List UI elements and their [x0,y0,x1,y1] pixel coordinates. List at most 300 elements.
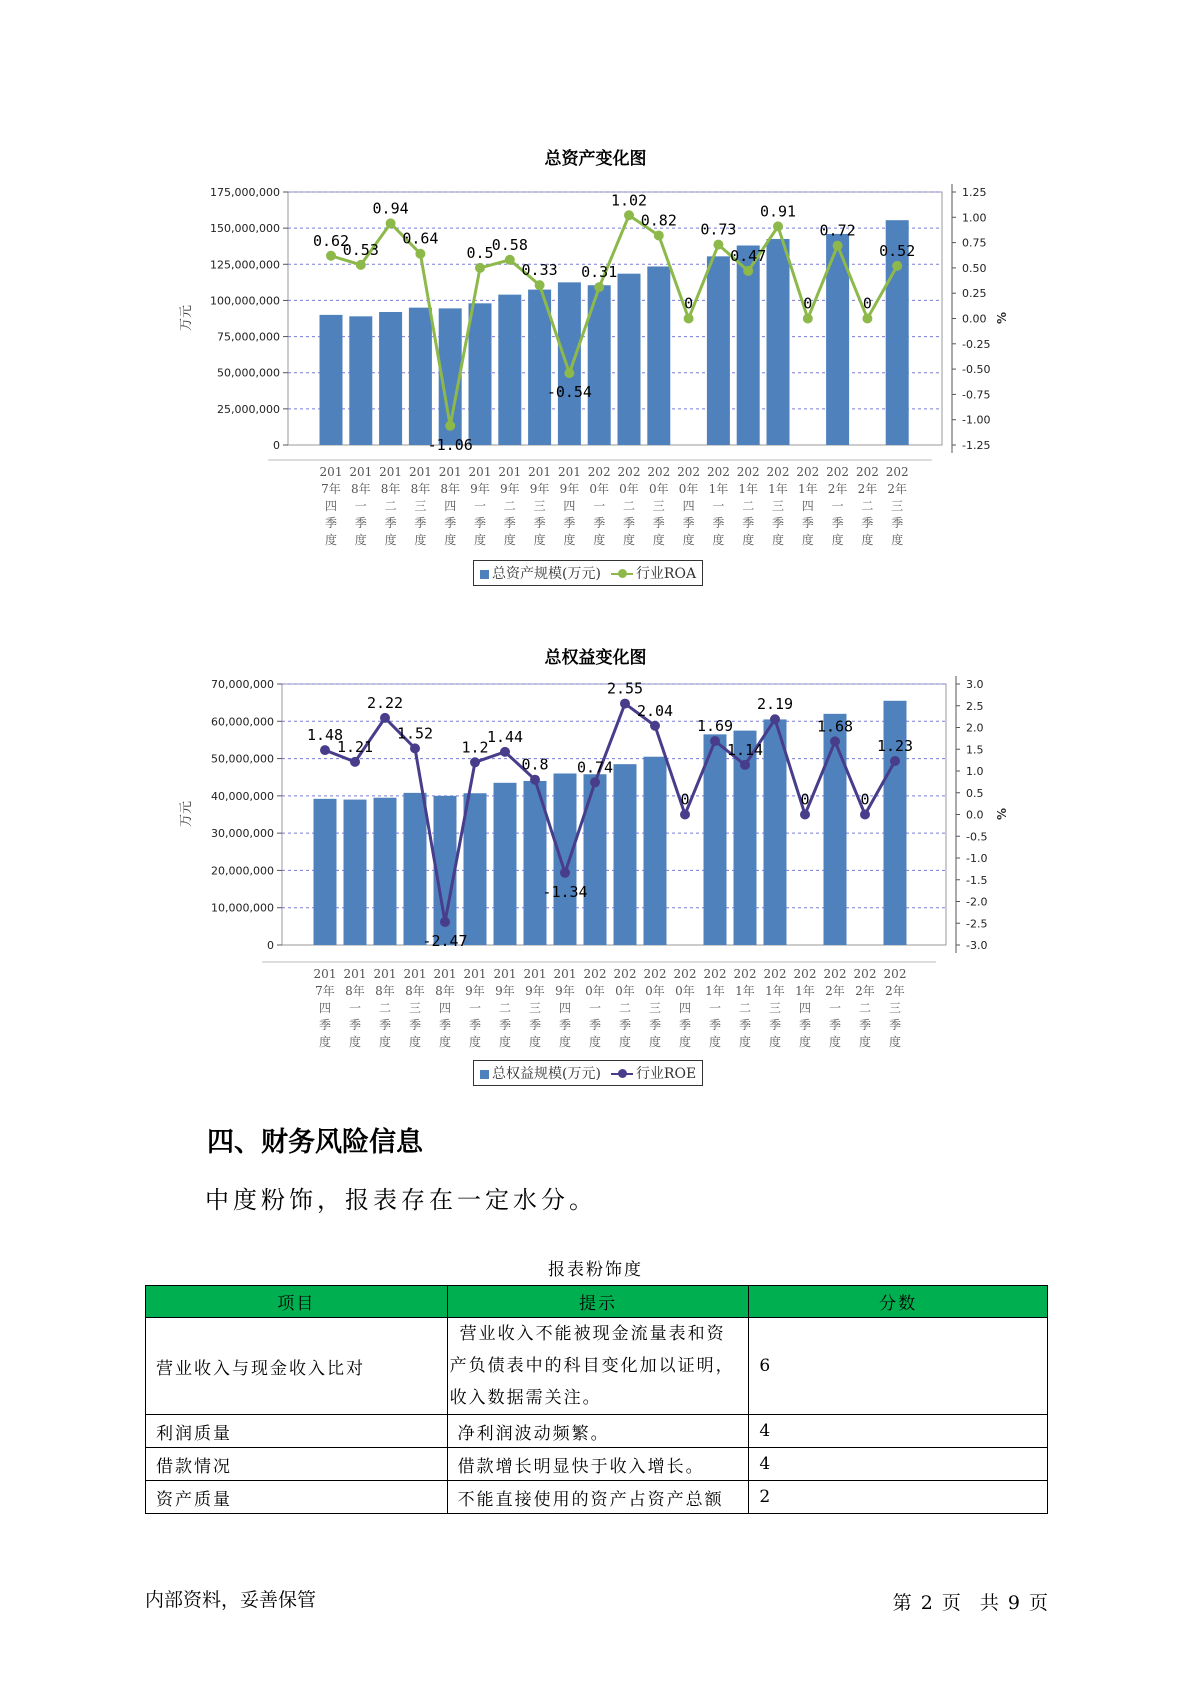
x-tick-label: 四 [558,1001,572,1015]
x-tick-label: 9年 [465,984,485,998]
x-tick-label: 季 [563,516,576,530]
x-tick-label: 202 [883,967,907,981]
row-hint: 借款增长明显快于收入增长。 [447,1448,749,1481]
x-tick-label: 度 [498,1035,512,1049]
x-tick-label: 度 [384,533,397,547]
data-point [862,314,872,324]
x-tick-label: 季 [414,516,427,530]
x-tick-label: 四 [798,1001,812,1015]
y-right-tick-label: 0.25 [962,287,987,301]
x-tick-label: 度 [324,533,338,547]
x-tick-label: 1年 [708,482,729,496]
x-tick-label: 度 [801,533,814,547]
x-tick-label: 7年 [315,984,335,998]
bar [314,799,337,945]
x-tick-label: 季 [438,1018,452,1032]
x-tick-label: 二 [738,1001,752,1015]
x-tick-label: 季 [498,1018,512,1032]
x-tick-label: 201 [379,465,403,479]
x-tick-label: 度 [533,533,546,547]
data-label: 0 [860,790,870,809]
x-tick-label: 季 [528,1018,542,1032]
data-point [320,745,330,755]
bar [644,757,667,945]
row-score: 4 [749,1415,1048,1448]
data-label: -1.34 [542,882,588,901]
row-hint: 不能直接使用的资产占资产总额 [447,1481,749,1514]
x-tick-label: 二 [503,499,516,513]
data-label: 0.94 [372,199,409,218]
x-tick-label: 度 [858,1035,872,1049]
data-point [356,260,366,270]
x-tick-label: 2年 [857,482,878,496]
y-left-axis-label: 万元 [179,304,194,332]
x-tick-label: 季 [831,516,844,530]
y-right-tick-label: 0.75 [962,236,987,250]
x-tick-label: 三 [771,499,785,513]
x-tick-label: 度 [468,1035,482,1049]
chart1-legend [473,560,703,586]
table-caption: 报表粉饰度 [548,1260,643,1280]
x-tick-label: 度 [473,533,487,547]
data-point [505,255,515,265]
x-tick-label: 1年 [797,482,818,496]
x-tick-label: 202 [583,967,607,981]
x-tick-label: 1年 [738,482,759,496]
x-tick-label: 一 [593,499,606,513]
total-equity-chart [0,672,1191,1072]
x-tick-label: 201 [433,967,457,981]
row-item: 借款情况 [146,1448,448,1481]
data-label: 0.5 [466,243,494,262]
x-tick-label: 三 [408,1001,422,1015]
x-tick-label: 季 [888,1018,902,1032]
x-tick-label: 季 [348,1018,362,1032]
data-point [654,231,664,241]
data-point [713,240,723,250]
data-point [380,713,390,723]
hint-line: 产负债表中的科目变化加以证明， [449,1356,735,1376]
x-tick-label: 度 [503,533,516,547]
x-tick-label: 季 [444,516,457,530]
x-tick-label: 度 [768,1035,782,1049]
x-tick-label: 四 [438,1001,452,1015]
data-point [475,263,485,273]
footer-confidential: 内部资料，妥善保管 [145,1589,317,1611]
x-tick-label: 202 [733,967,757,981]
x-tick-label: 一 [828,1001,842,1015]
data-point [743,266,753,276]
bar [344,800,367,945]
x-tick-label: 一 [708,1001,722,1015]
y-right-tick-label: -1.0 [966,852,988,865]
x-tick-label: 2年 [827,482,848,496]
bar [767,239,790,445]
x-tick-label: 201 [498,465,522,479]
bar [647,266,670,445]
data-point [890,756,900,766]
hint-line: 收入数据需关注。 [449,1388,602,1408]
x-tick-label: 202 [763,967,787,981]
data-point [833,241,843,251]
bar [469,303,492,445]
y-left-tick-label: 50,000,000 [211,752,274,766]
data-label: 0 [680,790,690,809]
x-tick-label: 度 [648,1035,662,1049]
chart2-title: 总权益变化图 [544,648,647,668]
y-right-tick-label: -0.75 [962,388,991,402]
data-label: 0.33 [521,261,558,280]
x-tick-label: 二 [622,499,636,513]
x-tick-label: 三 [648,1001,662,1015]
x-tick-label: 一 [473,499,487,513]
x-tick-label: 201 [319,465,343,479]
x-tick-label: 201 [373,967,397,981]
x-tick-label: 季 [678,1018,692,1032]
x-tick-label: 三 [414,499,427,513]
x-tick-label: 一 [354,499,367,513]
data-point [860,810,870,820]
bar [464,793,487,945]
x-tick-label: 三 [891,499,904,513]
data-point [590,777,600,787]
footer-page-number: 第 2 页 共 9 页 [892,1592,1048,1614]
data-label: 0.73 [700,220,737,239]
x-tick-label: 季 [861,516,874,530]
data-label: 0.52 [879,241,916,260]
data-point [470,757,480,767]
x-tick-label: 度 [438,1035,452,1049]
x-tick-label: 201 [438,465,462,479]
x-tick-label: 0年 [645,984,665,998]
x-tick-label: 8年 [345,984,365,998]
x-tick-label: 度 [348,1035,362,1049]
y-right-tick-label: -0.25 [962,337,991,351]
x-tick-label: 季 [622,516,636,530]
x-tick-label: 季 [384,516,397,530]
y-right-tick-label: 0.50 [962,261,987,275]
x-tick-label: 季 [503,516,516,530]
bar [349,316,372,445]
data-point [800,810,810,820]
whitewash-table [145,1285,1048,1514]
y-left-tick-label: 75,000,000 [217,330,280,344]
data-label: 0 [862,294,872,313]
bar [707,256,730,445]
x-tick-label: 季 [378,1018,392,1032]
x-tick-label: 202 [766,465,790,479]
y-right-tick-label: -1.5 [966,873,988,887]
y-right-tick-label: 2.5 [966,699,984,713]
data-point [445,421,455,431]
data-label: 0 [803,294,813,313]
x-tick-label: 8年 [380,482,401,496]
y-right-tick-label: 0.5 [966,786,984,800]
y-right-tick-label: 1.5 [966,743,984,757]
x-tick-label: 二 [384,499,397,513]
x-tick-label: 度 [318,1035,332,1049]
x-tick-label: 度 [444,533,457,547]
x-tick-label: 度 [378,1035,392,1049]
x-tick-label: 三 [533,499,546,513]
data-label: 2.55 [606,679,644,698]
x-tick-label: 四 [801,499,814,513]
x-tick-label: 季 [588,1018,602,1032]
x-tick-label: 四 [324,499,338,513]
y-right-tick-label: 3.0 [966,678,984,691]
row-item: 资产质量 [146,1481,448,1514]
x-tick-label: 2年 [825,984,845,998]
x-tick-label: 202 [885,465,909,479]
x-tick-label: 度 [771,533,785,547]
x-tick-label: 季 [473,516,487,530]
data-label: 0.82 [640,211,677,230]
data-label: 2.04 [636,701,674,720]
y-right-tick-label: 1.25 [962,186,987,199]
data-label: 1.44 [486,727,524,746]
y-right-tick-label: -2.0 [966,895,988,909]
y-right-axis-label: % [995,807,1009,821]
data-point [684,314,694,324]
x-tick-label: 二 [378,1001,392,1015]
table-row [146,1415,1048,1448]
x-tick-label: 季 [354,516,367,530]
y-right-tick-label: 1.0 [966,765,984,778]
x-tick-label: 季 [682,516,695,530]
x-tick-label: 季 [768,1018,782,1032]
data-point [710,736,720,746]
x-tick-label: 度 [742,533,755,547]
x-tick-label: 7年 [321,482,341,496]
x-tick-label: 度 [618,1035,632,1049]
x-tick-label: 202 [643,967,667,981]
bar [614,764,637,945]
data-label: 0.58 [491,235,528,254]
x-tick-label: 二 [858,1001,872,1015]
x-tick-label: 202 [647,465,671,479]
legend-line-swatch [611,573,633,575]
bar [554,773,577,945]
x-tick-label: 0年 [615,984,635,998]
table-row [146,1448,1048,1481]
x-tick-label: 季 [408,1018,422,1032]
y-left-tick-label: 25,000,000 [217,402,280,416]
y-left-tick-label: 100,000,000 [210,294,280,308]
x-tick-label: 2年 [885,984,905,998]
x-tick-label: 季 [593,516,606,530]
row-score: 4 [749,1448,1048,1481]
data-point [594,282,604,292]
chart2-legend-line: 行业ROE [635,1066,697,1082]
data-label: 0.74 [576,758,614,777]
x-tick-label: 度 [408,1035,422,1049]
data-label: 0 [800,790,810,809]
x-tick-label: 8年 [350,482,371,496]
y-right-tick-label: -0.50 [962,363,991,377]
data-label: 1.48 [306,726,344,745]
bar [320,315,343,445]
x-tick-label: 201 [557,465,581,479]
data-label: 0 [684,294,694,313]
bar [498,295,521,445]
x-tick-label: 季 [891,516,904,530]
bar [764,719,787,945]
data-label: 0.91 [759,202,797,221]
x-tick-label: 季 [738,1018,752,1032]
hint-line: 营业收入不能被现金流量表和资 [459,1324,726,1344]
x-tick-label: 度 [888,1035,902,1049]
row-hint: 净利润波动频繁。 [447,1415,749,1448]
x-tick-label: 8年 [410,482,431,496]
x-tick-label: 202 [853,967,877,981]
x-tick-label: 201 [408,465,432,479]
data-point [564,368,574,378]
x-tick-label: 季 [801,516,814,530]
x-tick-label: 202 [796,465,820,479]
x-tick-label: 季 [828,1018,842,1032]
x-tick-label: 202 [587,465,611,479]
x-tick-label: 1年 [795,984,815,998]
data-point [830,736,840,746]
x-tick-label: 季 [742,516,755,530]
y-left-tick-label: 50,000,000 [217,366,280,380]
bar [618,274,641,445]
x-tick-label: 季 [771,516,785,530]
x-tick-label: 四 [678,1001,692,1015]
x-tick-label: 一 [348,1001,362,1015]
data-point [350,757,360,767]
header-hint: 提示 [447,1286,749,1318]
data-point [620,699,630,709]
x-tick-label: 度 [712,533,725,547]
x-tick-label: 201 [528,465,552,479]
y-right-tick-label: 1.00 [962,211,987,225]
x-tick-label: 2年 [855,984,875,998]
x-tick-label: 201 [463,967,487,981]
data-label: 0.62 [312,231,350,250]
x-tick-label: 度 [828,1035,842,1049]
bar [374,798,397,945]
section-heading: 四、财务风险信息 [207,1127,423,1158]
data-point [560,868,570,878]
row-item: 营业收入与现金收入比对 [146,1318,448,1415]
x-tick-label: 一 [831,499,844,513]
x-tick-label: 8年 [405,984,425,998]
x-tick-label: 一 [588,1001,602,1015]
x-tick-label: 度 [678,1035,692,1049]
y-right-tick-label: -1.00 [962,413,991,427]
data-point [535,280,545,290]
data-point [440,917,450,927]
data-point [410,743,420,753]
x-tick-label: 度 [563,533,576,547]
bar [824,714,847,945]
x-tick-label: 201 [493,967,517,981]
data-label: 2.19 [756,695,794,714]
data-label: 1.23 [876,736,914,755]
x-tick-label: 9年 [499,482,520,496]
x-tick-label: 202 [793,967,817,981]
x-tick-label: 9年 [525,984,545,998]
data-point [773,221,783,231]
chart2-legend [473,1060,703,1086]
x-tick-label: 201 [349,465,373,479]
bar [404,793,427,945]
x-tick-label: 季 [712,516,725,530]
data-label: 1.2 [461,738,489,757]
data-label: -1.06 [427,435,473,454]
bar [494,783,517,945]
data-label: 1.68 [816,717,854,736]
x-tick-label: 度 [798,1035,812,1049]
data-point [803,314,813,324]
data-label: 0.53 [342,240,379,259]
header-score: 分数 [749,1286,1048,1318]
x-tick-label: 1年 [705,984,725,998]
chart2-legend-bar: 总权益规模(万元) [492,1066,601,1082]
x-tick-label: 度 [622,533,636,547]
data-label: 0.47 [730,246,767,265]
y-right-tick-label: 0.0 [966,808,984,822]
x-tick-label: 202 [706,465,730,479]
x-tick-label: 四 [444,499,457,513]
x-tick-label: 202 [677,465,701,479]
x-tick-label: 三 [768,1001,782,1015]
x-tick-label: 一 [712,499,725,513]
data-point [530,775,540,785]
x-tick-label: 度 [354,533,367,547]
x-tick-label: 202 [703,967,727,981]
data-label: 1.02 [610,191,648,210]
y-right-tick-label: 2.0 [966,721,984,735]
x-tick-label: 8年 [440,482,461,496]
data-label: 1.69 [696,716,734,735]
bar [584,774,607,945]
row-hint [447,1318,749,1415]
x-tick-label: 202 [613,967,637,981]
x-tick-label: 度 [831,533,844,547]
x-tick-label: 季 [648,1018,662,1032]
bar [409,308,432,445]
x-tick-label: 201 [313,967,337,981]
x-tick-label: 9年 [495,984,515,998]
bar [379,312,402,445]
x-tick-label: 0年 [619,482,639,496]
data-label: 0.31 [581,263,618,282]
x-tick-label: 9年 [470,482,490,496]
x-tick-label: 度 [528,1035,542,1049]
x-tick-label: 201 [468,465,492,479]
x-tick-label: 202 [617,465,641,479]
y-right-axis-label: % [995,311,1009,325]
x-tick-label: 季 [798,1018,812,1032]
x-tick-label: 度 [588,1035,602,1049]
x-tick-label: 三 [888,1001,902,1015]
header-item: 项目 [146,1286,448,1318]
data-label: 1.21 [336,737,374,756]
x-tick-label: 9年 [555,984,575,998]
y-right-tick-label: 0.00 [962,312,987,326]
y-left-tick-label: 175,000,000 [210,186,280,199]
x-tick-label: 8年 [435,984,455,998]
table-row [146,1481,1048,1514]
x-tick-label: 季 [708,1018,722,1032]
x-tick-label: 202 [823,967,847,981]
x-tick-label: 度 [861,533,874,547]
data-label: 0.64 [402,229,439,248]
chart1-title: 总资产变化图 [544,149,647,169]
x-tick-label: 202 [673,967,697,981]
